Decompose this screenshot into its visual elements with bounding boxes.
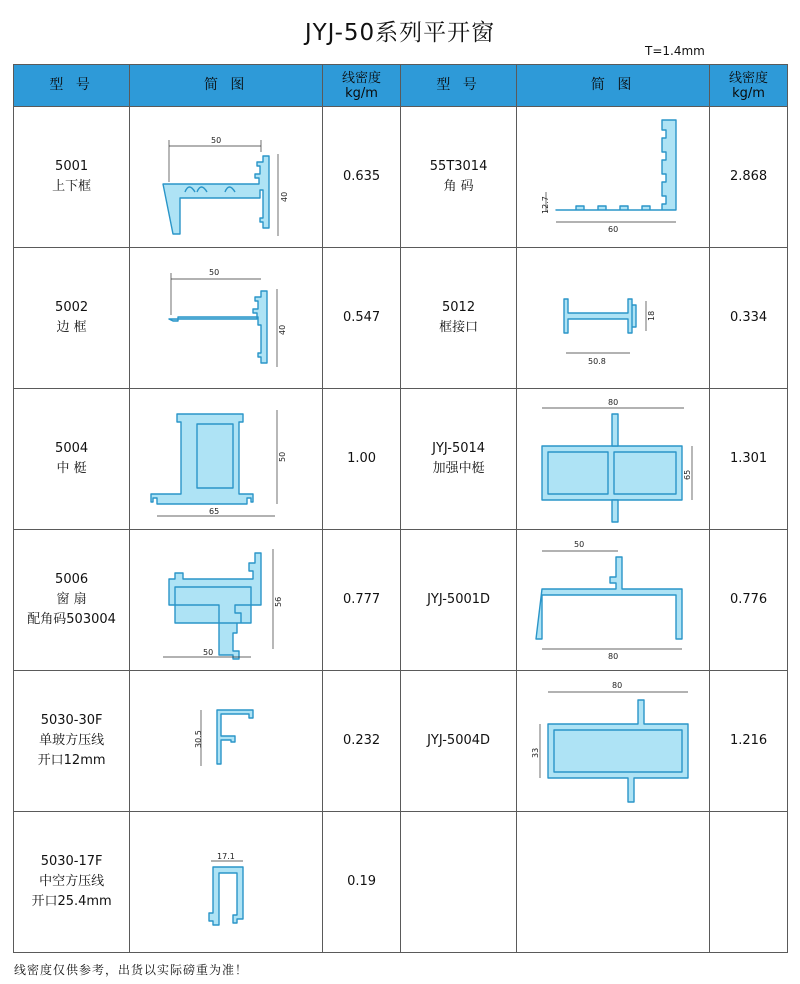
dim-height: 40 [278,324,288,335]
dim-width: 50 [203,648,214,657]
model-cell: 5006 窗 扇 配角码503004 [14,530,130,671]
profile-shape [564,299,636,333]
dim-width: 80 [612,681,623,690]
dim-height: 40 [280,191,290,202]
density-cell: 0.334 [710,248,788,389]
density-cell: 1.00 [323,389,401,530]
model-cell: JYJ-5001D [400,530,516,671]
diagram-cell [517,389,710,530]
header-model: 型 号 [400,65,516,107]
profile-5030-30F-drawing [141,676,311,806]
profile-JYJ-5001D-drawing [528,535,698,665]
profile-shape [151,414,253,504]
diagram-cell [517,107,710,248]
profile-shape [163,156,269,234]
dim-height: 80 [608,652,619,661]
diagram-cell [130,107,323,248]
profile-shape [209,867,243,925]
profile-shape [169,553,261,659]
density-cell: 1.301 [710,389,788,530]
profile-shape [217,710,253,764]
model-cell: 55T3014 角 码 [400,107,516,248]
density-cell: 0.19 [323,812,401,953]
table-row [14,248,788,389]
diagram-cell [517,812,710,953]
diagram-cell [517,671,710,812]
table-row [14,812,788,953]
dim-width: 17.1 [217,852,235,861]
profile-JYJ-5004D-drawing [528,676,698,806]
profile-5030-17F-drawing [141,817,311,947]
header-diagram: 简 图 [517,65,710,107]
profile-JYJ-5014-drawing [528,394,698,524]
profile-5004-drawing [141,394,311,524]
profile-5002-drawing [141,253,311,383]
header-model: 型 号 [14,65,130,107]
dim-width: 50 [211,136,222,145]
model-cell: 5002 边 框 [14,248,130,389]
diagram-cell [130,530,323,671]
profile-5001-drawing [141,112,311,242]
density-cell: 2.868 [710,107,788,248]
dim-height: 56 [274,596,284,607]
profile-shape [169,291,267,363]
profile-shape [556,120,676,210]
density-cell: 0.635 [323,107,401,248]
dim-width: 50.8 [588,357,606,366]
dim-width: 50 [209,268,220,277]
footnote: 线密度仅供参考，出货以实际磅重为准！ [14,963,249,977]
dim-width: 80 [608,398,619,407]
table-row [14,107,788,248]
dim-height: 50 [278,451,288,462]
density-cell: 0.777 [323,530,401,671]
diagram-cell [517,248,710,389]
model-cell: JYJ-5014 加强中梃 [400,389,516,530]
model-cell: JYJ-5004D [400,671,516,812]
model-cell: 5030-30F 单玻方压线 开口12mm [14,671,130,812]
density-cell: 0.547 [323,248,401,389]
profile-spec-table [13,64,788,953]
profile-55T3014-drawing [528,112,698,242]
diagram-cell [130,812,323,953]
model-cell: 5012 框接口 [400,248,516,389]
diagram-cell [130,248,323,389]
table-row [14,671,788,812]
density-cell: 1.216 [710,671,788,812]
density-cell [710,812,788,953]
page-title: JYJ-50系列平开窗 [304,20,496,46]
dim-width: 50 [574,540,585,549]
density-cell: 0.776 [710,530,788,671]
dim-height: 12.7 [541,196,551,214]
diagram-cell [130,389,323,530]
profile-shape [548,700,688,802]
dim-width: 60 [608,225,619,234]
dim-height: 18 [647,310,657,321]
dim-height: 30.5 [194,730,204,748]
table-row [14,530,788,671]
density-cell: 0.232 [323,671,401,812]
profile-shape [536,557,682,639]
header-density: 线密度 kg/m [323,65,401,107]
table-header-row [14,65,788,107]
model-cell: 5001 上下框 [14,107,130,248]
header-density: 线密度 kg/m [710,65,788,107]
model-cell: 5030-17F 中空方压线 开口25.4mm [14,812,130,953]
model-cell: 5004 中 梃 [14,389,130,530]
header-diagram: 简 图 [130,65,323,107]
wall-thickness: T=1.4mm [645,44,705,58]
dim-height: 65 [683,469,693,480]
profile-5006-drawing [141,535,311,665]
table-row [14,389,788,530]
diagram-cell [517,530,710,671]
profile-shape [542,446,682,500]
profile-5012-drawing [528,253,698,383]
dim-width: 65 [209,507,220,516]
diagram-cell [130,671,323,812]
dim-height: 33 [531,747,541,758]
model-cell [400,812,516,953]
